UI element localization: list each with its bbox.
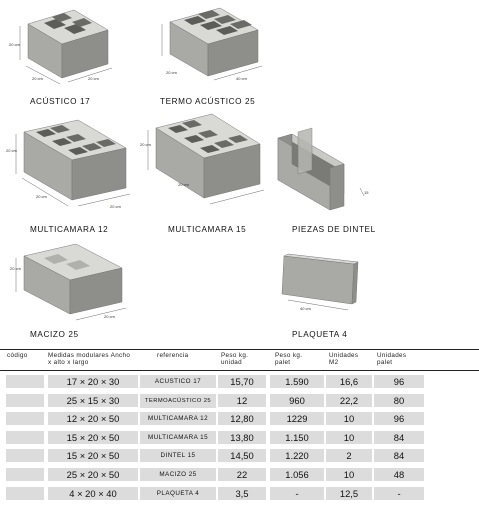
product-piezas-de-dintel — [272, 124, 376, 214]
cell-codigo — [6, 487, 44, 500]
cell-unidades-m2: 22,2 — [326, 394, 372, 407]
dim-label: 20 cm — [36, 194, 47, 199]
table-row — [0, 485, 479, 502]
cell-peso-palet: 1.150 — [270, 431, 324, 444]
dim-label: 20 cm — [88, 76, 99, 81]
product-macizo-25 — [10, 242, 128, 322]
cell-peso-unidad: 14,50 — [218, 449, 266, 462]
table-row — [0, 373, 479, 390]
cell-codigo — [6, 431, 44, 444]
header-peso-unidad: Peso kg. unidad — [221, 352, 249, 366]
cell-peso-unidad: 12 — [218, 394, 266, 407]
cell-peso-palet: 1.056 — [270, 468, 324, 481]
dim-label: 20 cm — [6, 148, 17, 153]
header-codigo: código — [7, 352, 28, 359]
cell-peso-palet: 1229 — [270, 412, 324, 425]
table-row — [0, 466, 479, 483]
caption-plaqueta-4: PLAQUETA 4 — [292, 330, 348, 339]
table-header-rule — [0, 370, 479, 371]
header-unidades-m2: Unidades M2 — [329, 352, 359, 366]
cell-peso-palet: 1.220 — [270, 449, 324, 462]
header-peso-palet: Peso kg. palet — [275, 352, 303, 366]
dim-label: 40 cm — [236, 76, 247, 81]
caption-acustico-17: ACÚSTICO 17 — [30, 97, 91, 106]
product-plaqueta-4 — [278, 252, 364, 314]
cell-medidas: 17 × 20 × 30 — [48, 375, 138, 388]
piezas-de-dintel-block-image — [272, 124, 376, 214]
dim-label: 15 — [364, 190, 369, 195]
multicamara-15-block-image — [140, 112, 268, 208]
cell-unidades-palet: 48 — [374, 468, 424, 481]
acustico-17-block-image — [8, 8, 118, 86]
caption-piezas-de-dintel: PIEZAS DE DINTEL — [292, 225, 376, 234]
dim-label: 20 cm — [10, 266, 21, 271]
dim-label: 40 cm — [300, 306, 311, 311]
dim-label: 20 cm — [110, 204, 121, 209]
cell-unidades-palet: 96 — [374, 412, 424, 425]
table-top-rule — [0, 349, 479, 350]
header-referencia: referencia — [157, 352, 189, 359]
cell-referencia: DINTEL 15 — [140, 449, 216, 462]
cell-unidades-m2: 16,6 — [326, 375, 372, 388]
dim-label: 20 cm — [32, 76, 43, 81]
product-acustico-17 — [8, 8, 118, 86]
cell-codigo — [6, 449, 44, 462]
cell-codigo — [6, 468, 44, 481]
cell-unidades-palet: 84 — [374, 431, 424, 444]
macizo-25-block-image — [10, 242, 128, 322]
cell-medidas: 15 × 20 × 50 — [48, 449, 138, 462]
cell-peso-palet: 1.590 — [270, 375, 324, 388]
caption-termo-acustico-25: TERMO ACÚSTICO 25 — [160, 97, 256, 106]
cell-unidades-palet: 84 — [374, 449, 424, 462]
cell-unidades-m2: 12,5 — [326, 487, 372, 500]
cell-peso-unidad: 13,80 — [218, 431, 266, 444]
termo-acustico-25-block-image — [148, 4, 268, 84]
dim-label: 20 cm — [140, 142, 151, 147]
cell-unidades-m2: 10 — [326, 468, 372, 481]
cell-referencia: PLAQUETA 4 — [140, 487, 216, 500]
cell-peso-unidad: 15,70 — [218, 375, 266, 388]
cell-referencia: TERMOACÚSTICO 25 — [140, 394, 216, 408]
cell-referencia: MULTICAMARA 15 — [140, 431, 216, 444]
dim-label: 20 cm — [104, 314, 115, 319]
product-multicamara-15 — [140, 112, 268, 208]
cell-referencia: MULTICAMARA 12 — [140, 412, 216, 425]
product-termo-acustico-25 — [148, 4, 268, 84]
header-medidas: Medidas modulares Ancho x alto x largo — [48, 352, 131, 366]
caption-multicamara-12: MULTICAMARA 12 — [30, 225, 109, 234]
cell-unidades-palet: - — [374, 487, 424, 500]
header-unidades-palet: Unidades palet — [377, 352, 407, 366]
cell-referencia: MACIZO 25 — [140, 468, 216, 481]
cell-peso-palet: 960 — [270, 394, 324, 407]
plaqueta-4-block-image — [278, 252, 364, 314]
cell-codigo — [6, 412, 44, 425]
cell-unidades-m2: 10 — [326, 431, 372, 444]
cell-codigo — [6, 375, 44, 388]
product-multicamara-12 — [6, 118, 134, 210]
cell-medidas: 15 × 20 × 50 — [48, 431, 138, 444]
cell-unidades-palet: 96 — [374, 375, 424, 388]
cell-medidas: 4 × 20 × 40 — [48, 487, 138, 500]
cell-peso-palet: - — [270, 487, 324, 500]
cell-peso-unidad: 12,80 — [218, 412, 266, 425]
table-row — [0, 447, 479, 464]
cell-peso-unidad: 3,5 — [218, 487, 266, 500]
dim-label: 20 cm — [166, 70, 177, 75]
table-row — [0, 392, 479, 409]
dim-label: 20 cm — [9, 42, 20, 47]
cell-medidas: 12 × 20 × 50 — [48, 412, 138, 425]
table-row — [0, 410, 479, 427]
cell-codigo — [6, 394, 44, 407]
caption-macizo-25: MACIZO 25 — [30, 330, 79, 339]
cell-medidas: 25 × 15 × 30 — [48, 394, 138, 407]
cell-referencia: ACUSTICO 17 — [140, 375, 216, 388]
cell-unidades-m2: 10 — [326, 412, 372, 425]
caption-multicamara-15: MULTICAMARA 15 — [168, 225, 247, 234]
dim-label: 20 cm — [178, 182, 189, 187]
cell-unidades-m2: 2 — [326, 449, 372, 462]
cell-peso-unidad: 22 — [218, 468, 266, 481]
cell-unidades-palet: 80 — [374, 394, 424, 407]
multicamara-12-block-image — [6, 118, 134, 210]
table-row — [0, 429, 479, 446]
cell-medidas: 25 × 20 × 50 — [48, 468, 138, 481]
